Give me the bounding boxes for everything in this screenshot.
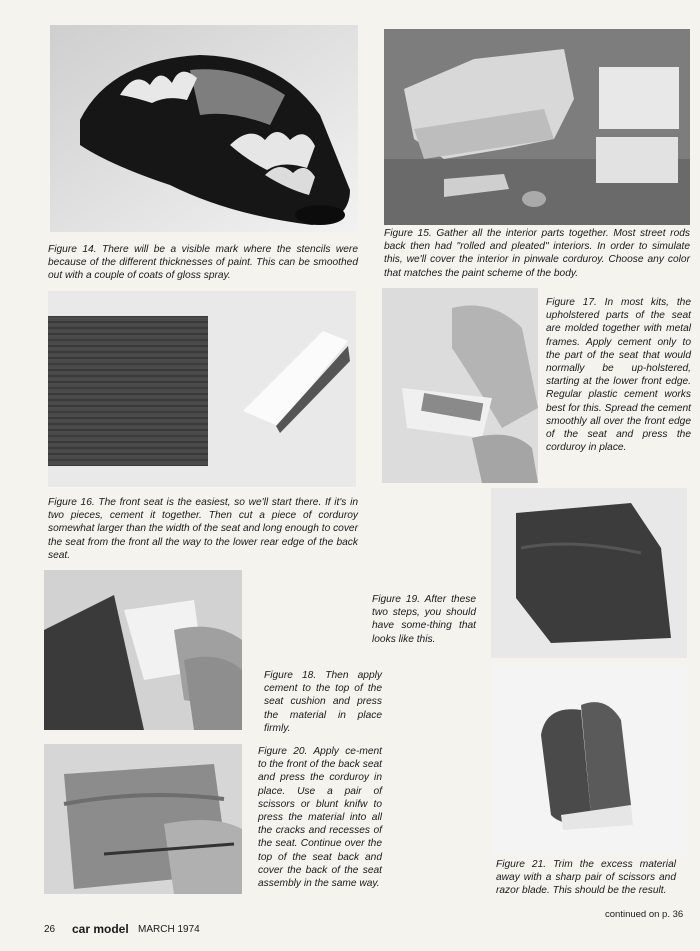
continued-note: continued on p. 36 <box>605 909 684 920</box>
figure-17-caption: Figure 17. In most kits, the upholstered parts of the seat are molded together with metal frames. Apply cement only to the part of the seat that would normally be up-holstered, starting at the lower front edge. Regular plastic cement works best for this. Spread the cement smoothly all over the front edge of the seat and press the corduroy in place. <box>546 297 691 454</box>
figure-16-caption: Figure 16. The front seat is the easiest, so we'll start there. If it's in two pieces, cement it together. Then cut a piece of corduroy somewhat larger than the width of the seat and long enough to cover the seat from the front all the way to the lower rear edge of the back seat. <box>48 497 358 561</box>
figure-20-caption: Figure 20. Apply ce-ment to the front of the back seat and press the corduroy in place. Use a pair of scissors or blunt knifw to press the material into all the cracks and recesses of the seat. Continue over the top of the seat back and cover the back of the seat assembly in the same way. <box>258 746 382 890</box>
figure-19-photo <box>491 488 687 658</box>
figure-21-photo <box>491 665 687 855</box>
figure-18-photo <box>44 570 242 730</box>
magazine-name: car model <box>72 922 129 936</box>
page-number: 26 <box>44 924 56 935</box>
figure-15-caption: Figure 15. Gather all the interior parts together. Most street rods back then had "rolled and pleated" interiors. In order to simulate this, we'll cover the interior in pinwale corduroy. Choose any color that matches the paint scheme of the body. <box>384 228 690 279</box>
figure-14-photo <box>50 25 358 232</box>
figure-16-photo <box>48 291 356 487</box>
figure-18-caption: Figure 18. Then apply cement to the top of the seat cushion and press the material in place firmly. <box>264 670 382 734</box>
figure-15-photo <box>384 29 690 225</box>
figure-14-caption: Figure 14. There will be a visible mark where the stencils were because of the different thicknesses of paint. This can be smoothed out with a couple of coats of gloss spray. <box>48 244 358 282</box>
figure-19-caption: Figure 19. After these two steps, you should have some-thing that looks like this. <box>372 594 476 645</box>
figure-17-photo <box>382 288 538 483</box>
figure-20-photo <box>44 744 242 894</box>
figure-21-caption: Figure 21. Trim the excess material away with a sharp pair of scissors and razor blade. This should be the result. <box>496 859 676 897</box>
issue-date: MARCH 1974 <box>138 924 200 935</box>
